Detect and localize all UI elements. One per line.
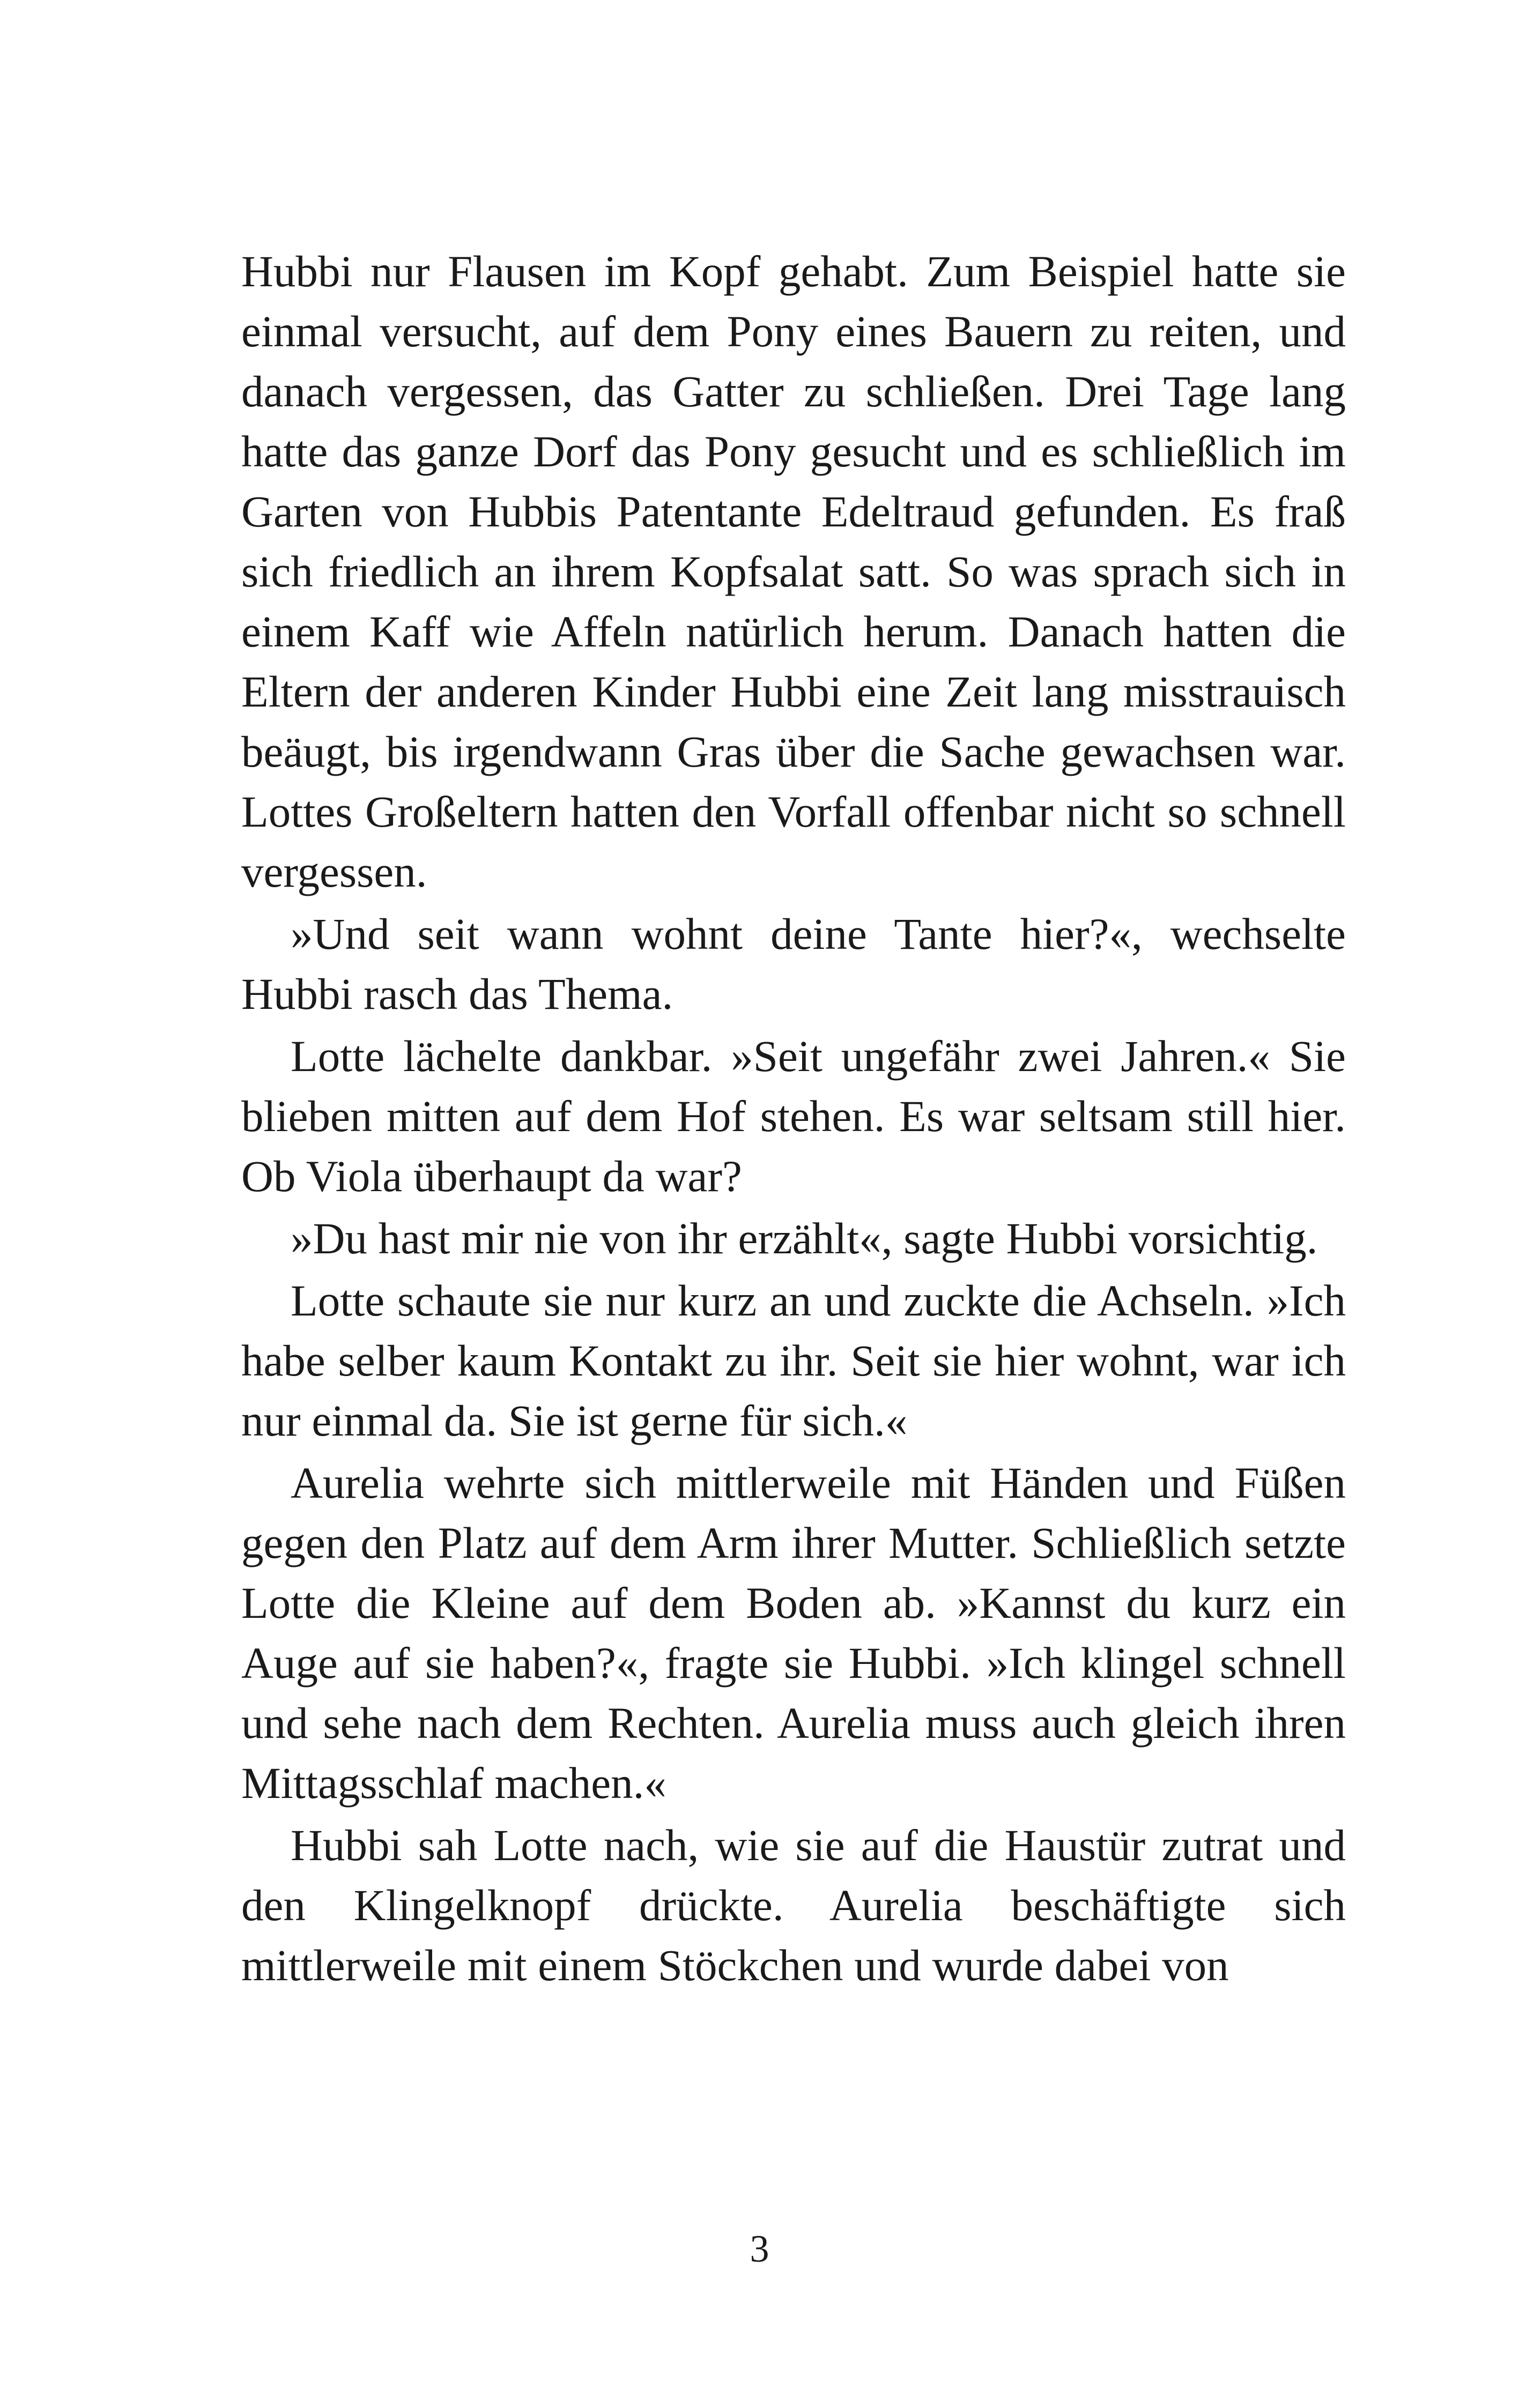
paragraph: Hubbi sah Lotte nach, wie sie auf die Haustür zutrat und den Klingelknopf drückte. Aurelia beschäftigte sich mittlerweile mit einem Stöckchen und wurde dabei von: [241, 1820, 1346, 1990]
paragraph: Hubbi nur Flausen im Kopf gehabt. Zum Beispiel hatte sie einmal versucht, auf dem Pony eines Bauern zu reiten, und danach vergessen, das Gatter zu schließen. Drei Tage lang hatte das ganze Dorf das Pony gesucht und es schließlich im Garten von Hubbis Patentante Edeltraud gefunden. Es fraß sich friedlich an ihrem Kopfsalat satt. So was sprach sich in einem Kaff wie Affeln natürlich herum. Danach hatten die Eltern der anderen Kinder Hubbi eine Zeit lang misstrauisch beäugt, bis irgendwann Gras über die Sache gewachsen war. Lottes Großeltern hatten den Vorfall offenbar nicht so schnell vergessen.: [241, 247, 1346, 896]
paragraph: Lotte lächelte dankbar. »Seit ungefähr zwei Jahren.« Sie blieben mitten auf dem Hof stehen. Es war seltsam still hier. Ob Viola überhaupt da war?: [241, 1031, 1346, 1201]
paragraph: »Und seit wann wohnt deine Tante hier?«, wechselte Hubbi rasch das Thema.: [241, 909, 1346, 1019]
paragraph: Aurelia wehrte sich mittlerweile mit Händen und Füßen gegen den Platz auf dem Arm ihrer Mutter. Schließlich setzte Lotte die Kleine auf dem Boden ab. »Kannst du kurz ein Auge auf sie haben?«, fragte sie Hubbi. »Ich klingel schnell und sehe nach dem Rechten. Aurelia muss auch gleich ihren Mittagsschlaf machen.«: [241, 1458, 1346, 1808]
body-text: [241, 241, 1346, 1997]
paragraph: Lotte schaute sie nur kurz an und zuckte die Achseln. »Ich habe selber kaum Kontakt zu ihr. Seit sie hier wohnt, war ich nur einmal da. Sie ist gerne für sich.«: [241, 1276, 1346, 1445]
paragraph: »Du hast mir nie von ihr erzählt«, sagte Hubbi vorsichtig.: [291, 1214, 1318, 1263]
page-number: 3: [750, 2227, 769, 2270]
